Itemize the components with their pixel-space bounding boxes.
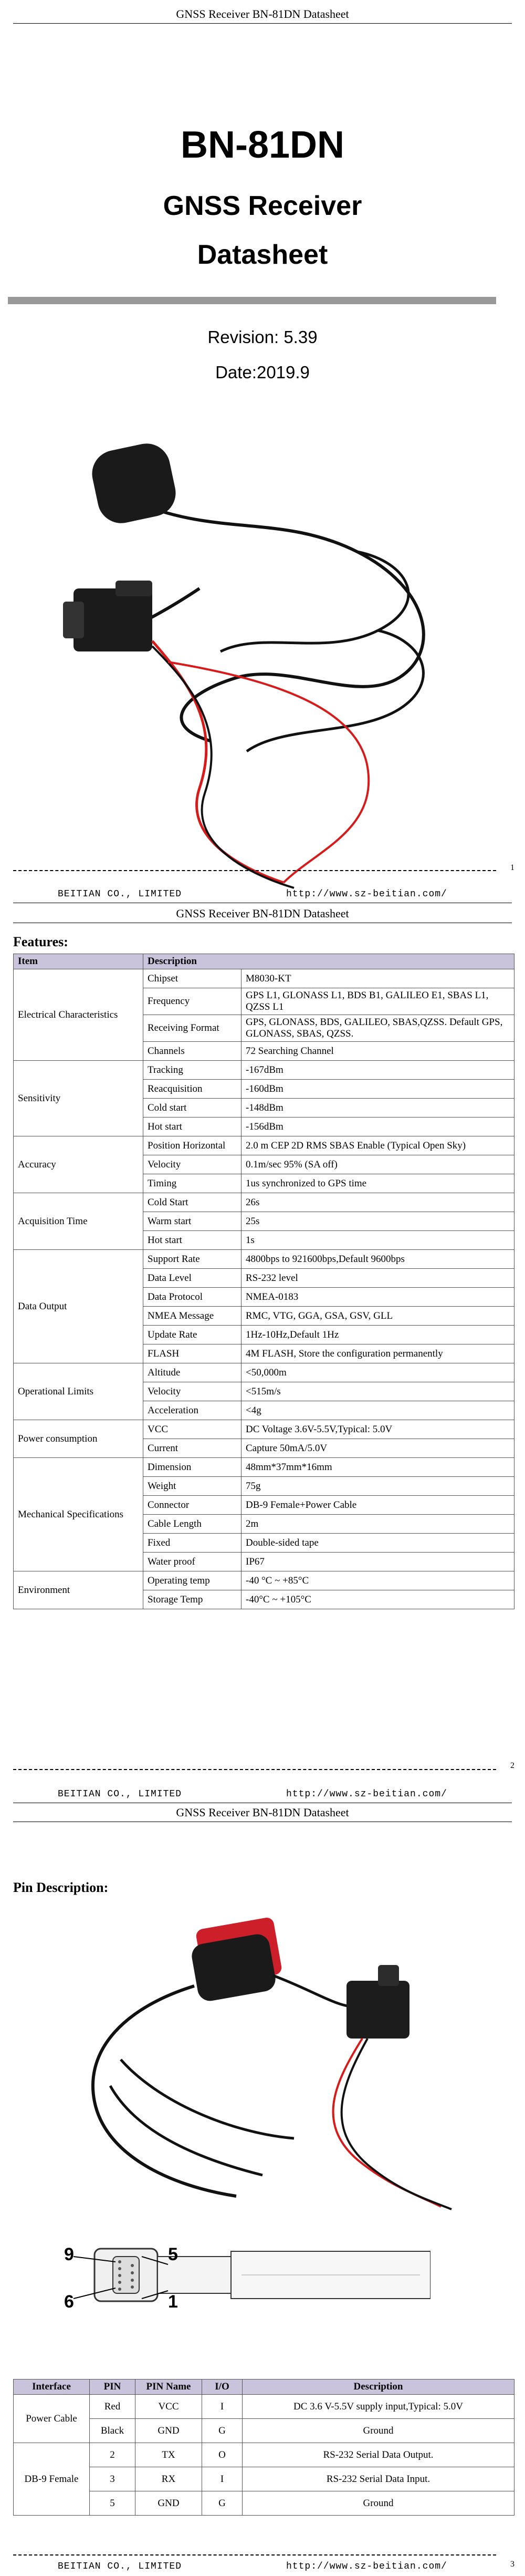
features-row-label: Cable Length [143,1515,242,1534]
pin-cell-io: O [202,2443,243,2467]
page-number: 3 [510,2560,514,2569]
pin-cell-io: I [202,2467,243,2491]
pin-cell-desc: RS-232 Serial Data Input. [243,2467,514,2491]
pin-cell-name: GND [135,2419,202,2443]
features-row-label: Tracking [143,1061,242,1080]
features-group-item: Environment [14,1571,143,1609]
footer-company: BEITIAN CO., LIMITED [58,2561,182,2572]
features-row-value: M8030-KT [242,969,514,988]
db9-pin-label: 5 [168,2244,178,2264]
db9-pin-label: 9 [64,2244,74,2264]
product-photo-cable [63,1912,462,2228]
features-row [14,1061,514,1080]
features-group-item: Electrical Characteristics [14,969,143,1061]
footer-dashed-rule [13,870,496,871]
pin-table-body [14,2395,514,2516]
features-group-item: Mechanical Specifications [14,1458,143,1571]
pin-cell-pin: 2 [90,2443,135,2467]
features-table [13,954,514,1609]
features-row-label: Chipset [143,969,242,988]
features-row-label: Cold Start [143,1193,242,1212]
features-row-label: Velocity [143,1382,242,1401]
features-row [14,1571,514,1590]
features-row-label: Hot start [143,1118,242,1136]
features-row-value: -156dBm [242,1118,514,1136]
pin-cell-pin: Red [90,2395,135,2419]
features-row-label: FLASH [143,1344,242,1363]
pin-row [14,2395,514,2419]
features-col-description: Description [143,954,514,969]
features-row-value: 25s [242,1212,514,1231]
features-row [14,1420,514,1439]
pin-description-heading: Pin Description: [13,1880,109,1895]
pin-cell-io: I [202,2395,243,2419]
features-row-value: GPS, GLONASS, BDS, GALILEO, SBAS,QZSS. Default GPS, GLONASS, SBAS, QZSS. [242,1015,514,1042]
features-heading: Features: [13,934,68,949]
features-row-label: Altitude [143,1363,242,1382]
features-row-value: RMC, VTG, GGA, GSA, GSV, GLL [242,1307,514,1326]
pin-cell-io: G [202,2419,243,2443]
page-number: 2 [510,1761,514,1770]
features-table-body [14,969,514,1609]
db9-pin-label: 1 [168,2292,178,2312]
features-row-label: Weight [143,1477,242,1496]
features-row-label: Timing [143,1174,242,1193]
header-rule [13,23,512,24]
footer-company: BEITIAN CO., LIMITED [58,1789,182,1799]
features-row [14,1136,514,1155]
pin-cell-name: TX [135,2443,202,2467]
features-row-value: <4g [242,1401,514,1420]
pin-cell-name: RX [135,2467,202,2491]
pin-col-io: I/O [202,2380,243,2395]
features-row-value: 26s [242,1193,514,1212]
pin-cell-desc: DC 3.6 V-5.5V supply input,Typical: 5.0V [243,2395,514,2419]
features-row-value: -160dBm [242,1080,514,1099]
features-row-label: Connector [143,1496,242,1515]
features-row-label: Storage Temp [143,1590,242,1609]
footer-url[interactable]: http://www.sz-beitian.com/ [286,889,447,899]
cover-divider-bar [8,297,496,304]
features-row-value: 1Hz-10Hz,Default 1Hz [242,1326,514,1344]
footer-dashed-rule [13,2554,496,2556]
features-group-item: Power consumption [14,1420,143,1458]
features-col-item: Item [14,954,143,969]
page-header: GNSS Receiver BN-81DN Datasheet [176,7,349,20]
features-row-value: 2.0 m CEP 2D RMS SBAS Enable (Typical Open Sky) [242,1136,514,1155]
features-row-value: -148dBm [242,1099,514,1118]
features-row-label: Channels [143,1042,242,1061]
features-row-label: Frequency [143,988,242,1015]
pin-col-interface: Interface [14,2380,90,2395]
features-row-value: 48mm*37mm*16mm [242,1458,514,1477]
cover-model-title: BN-81DN [180,124,345,166]
features-row-label: NMEA Message [143,1307,242,1326]
features-row-value: DC Voltage 3.6V-5.5V,Typical: 5.0V [242,1420,514,1439]
features-row [14,1458,514,1477]
features-row-value: 1s [242,1231,514,1250]
features-group-item: Data Output [14,1250,143,1363]
features-row-value: DB-9 Female+Power Cable [242,1496,514,1515]
cover-date: Date:2019.9 [215,363,310,382]
pin-cell-pin: 5 [90,2491,135,2516]
cover-subtitle-datasheet: Datasheet [197,240,328,270]
features-row-value: Capture 50mA/5.0V [242,1439,514,1458]
features-row-label: Update Rate [143,1326,242,1344]
features-row-label: Operating temp [143,1571,242,1590]
features-row-value: IP67 [242,1553,514,1571]
features-row-value: Double-sided tape [242,1534,514,1553]
features-row-value: 1us synchronized to GPS time [242,1174,514,1193]
features-row-label: Water proof [143,1553,242,1571]
features-row-label: Support Rate [143,1250,242,1269]
features-row [14,969,514,988]
pin-col-pin-name: PIN Name [135,2380,202,2395]
features-row-label: Dimension [143,1458,242,1477]
features-row-label: VCC [143,1420,242,1439]
page-header: GNSS Receiver BN-81DN Datasheet [176,1806,349,1819]
page-number: 1 [510,863,514,872]
pin-row [14,2443,514,2467]
pin-cell-io: G [202,2491,243,2516]
features-row-label: Velocity [143,1155,242,1174]
features-row-value: 2m [242,1515,514,1534]
cover-subtitle-receiver: GNSS Receiver [163,191,362,221]
features-row-value: RS-232 level [242,1269,514,1288]
pin-col-pin: PIN [90,2380,135,2395]
features-row-label: Reacquisition [143,1080,242,1099]
product-photo-antenna [63,431,462,893]
cover-revision: Revision: 5.39 [207,327,318,347]
db9-pin-label: 6 [64,2292,74,2312]
footer-company: BEITIAN CO., LIMITED [58,889,182,899]
pin-cell-desc: RS-232 Serial Data Output. [243,2443,514,2467]
pin-cell-desc: Ground [243,2419,514,2443]
features-row-label: Position Horizontal [143,1136,242,1155]
features-row-label: Current [143,1439,242,1458]
features-row-label: Cold start [143,1099,242,1118]
pin-interface: Power Cable [14,2395,90,2443]
footer-url[interactable]: http://www.sz-beitian.com/ [286,1789,447,1799]
features-row-value: 0.1m/sec 95% (SA off) [242,1155,514,1174]
pin-cell-desc: Ground [243,2491,514,2516]
features-row-value: NMEA-0183 [242,1288,514,1307]
features-row-label: Warm start [143,1212,242,1231]
features-row-value: <515m/s [242,1382,514,1401]
pin-col-description: Description [243,2380,514,2395]
footer-url[interactable]: http://www.sz-beitian.com/ [286,2561,447,2572]
footer-dashed-rule [13,1769,496,1770]
pin-cell-pin: 3 [90,2467,135,2491]
features-row-label: Hot start [143,1231,242,1250]
features-row-value: -40 °C ~ +85°C [242,1571,514,1590]
features-row [14,1250,514,1269]
features-group-item: Sensitivity [14,1061,143,1136]
features-row-value: 4800bps to 921600bps,Default 9600bps [242,1250,514,1269]
features-row-label: Acceleration [143,1401,242,1420]
features-group-item: Operational Limits [14,1363,143,1420]
pin-cell-name: VCC [135,2395,202,2419]
features-row-value: -167dBm [242,1061,514,1080]
features-row [14,1363,514,1382]
features-row-label: Data Level [143,1269,242,1288]
features-row-value: 4M FLASH, Store the configuration permanently [242,1344,514,1363]
features-row-label: Receiving Format [143,1015,242,1042]
features-row-value: 72 Searching Channel [242,1042,514,1061]
pin-table [13,2379,514,2516]
features-row-value: <50,000m [242,1363,514,1382]
features-group-item: Acquisition Time [14,1193,143,1250]
features-row [14,1193,514,1212]
features-row-label: Fixed [143,1534,242,1553]
pin-cell-pin: Black [90,2419,135,2443]
features-row-value: 75g [242,1477,514,1496]
features-group-item: Accuracy [14,1136,143,1193]
features-row-label: Data Protocol [143,1288,242,1307]
features-row-value: GPS L1, GLONASS L1, BDS B1, GALILEO E1, SBAS L1, QZSS L1 [242,988,514,1015]
page-header: GNSS Receiver BN-81DN Datasheet [176,907,349,920]
pin-cell-name: GND [135,2491,202,2516]
features-row-value: -40°C ~ +105°C [242,1590,514,1609]
pin-interface: DB-9 Female [14,2443,90,2516]
db9-connector-diagram [63,2233,430,2322]
